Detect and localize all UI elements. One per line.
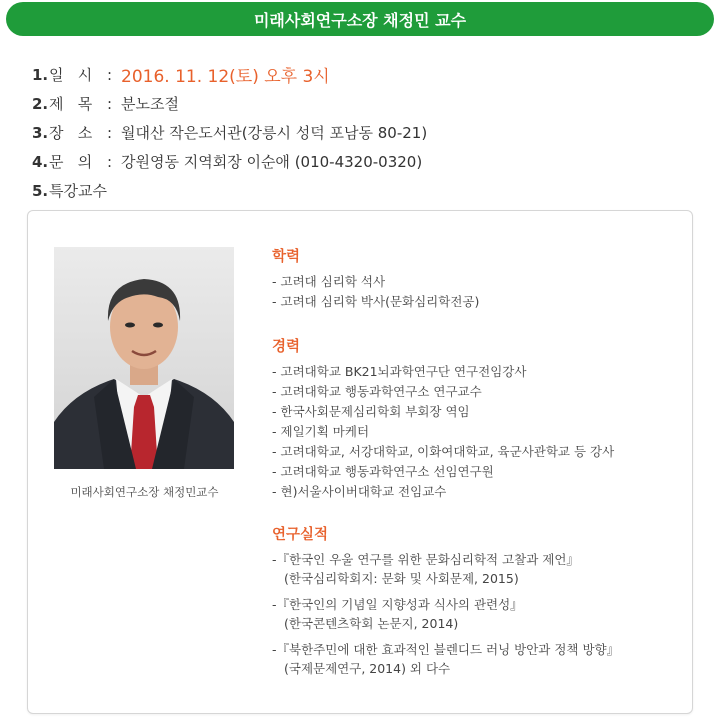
info-separator: : [107,123,113,142]
portrait-image [54,247,234,469]
research-item: -『한국인 우울 연구를 위한 문화심리학적 고찰과 제언』 (한국심리학회지: 문화 및 사회문제, 2015) [272,552,579,586]
career-item: - 고려대학교 행동과학연구소 선임연구원 [272,464,494,479]
career-heading: 경력 [272,339,301,355]
research-heading: 연구실적 [272,527,329,543]
lecturer-photo [54,247,234,469]
info-key: 문 의 [49,153,93,171]
event-contact: 강원영동 지역회장 이순애 (010-4320-0320) [121,153,423,171]
education-section [272,245,479,312]
lecturer-profile-card [27,210,693,714]
info-key: 장 소 [49,124,93,142]
education-heading: 학력 [272,249,301,265]
info-number: 5. [32,181,49,200]
info-separator: : [107,65,113,84]
career-item: - 고려대학교, 서강대학교, 이화여대학교, 육군사관학교 등 강사 [272,444,615,459]
info-number: 3. [32,123,49,142]
info-separator: : [107,94,113,113]
info-number: 1. [32,65,49,84]
event-info-list [32,60,427,205]
career-item: - 고려대학교 BK21뇌과학연구단 연구전임강사 [272,364,527,379]
info-row-contact [32,147,427,176]
info-number: 4. [32,152,49,171]
career-item: - 고려대학교 행동과학연구소 연구교수 [272,384,482,399]
info-row-date [32,60,427,89]
info-number: 2. [32,94,49,113]
info-key: 제 목 [49,95,93,113]
info-row-subject [32,89,427,118]
research-item: -『한국인의 기념일 지향성과 식사의 관련성』 (한국콘텐츠학회 논문지, 2014) [272,597,523,631]
event-subject: 분노조절 [121,95,179,113]
page-title: 미래사회연구소장 채정민 교수 [253,10,467,30]
event-place: 월대산 작은도서관(강릉시 성덕 포남동 80-21) [121,124,428,142]
research-section [272,523,619,685]
education-item: - 고려대 심리학 석사 [272,274,386,289]
info-row-lecturer [32,176,427,205]
career-item: - 한국사회문제심리학회 부회장 역임 [272,404,470,419]
title-banner [6,2,714,36]
education-item: - 고려대 심리학 박사(문화심리학전공) [272,294,480,309]
career-section [272,335,614,502]
info-row-place [32,118,427,147]
info-separator: : [107,152,113,171]
career-item: - 제일기획 마케터 [272,424,370,439]
career-item: - 현)서울사이버대학교 전임교수 [272,484,447,499]
research-item: -『북한주민에 대한 효과적인 블렌디드 러닝 방안과 정책 방향』 (국제문제연구, 2014) 외 다수 [272,642,620,676]
info-key: 일 시 [49,66,93,84]
photo-caption: 미래사회연구소장 채정민교수 [70,485,219,499]
info-key: 특강교수 [49,182,107,200]
event-datetime: 2016. 11. 12(토) 오후 3시 [121,67,330,87]
